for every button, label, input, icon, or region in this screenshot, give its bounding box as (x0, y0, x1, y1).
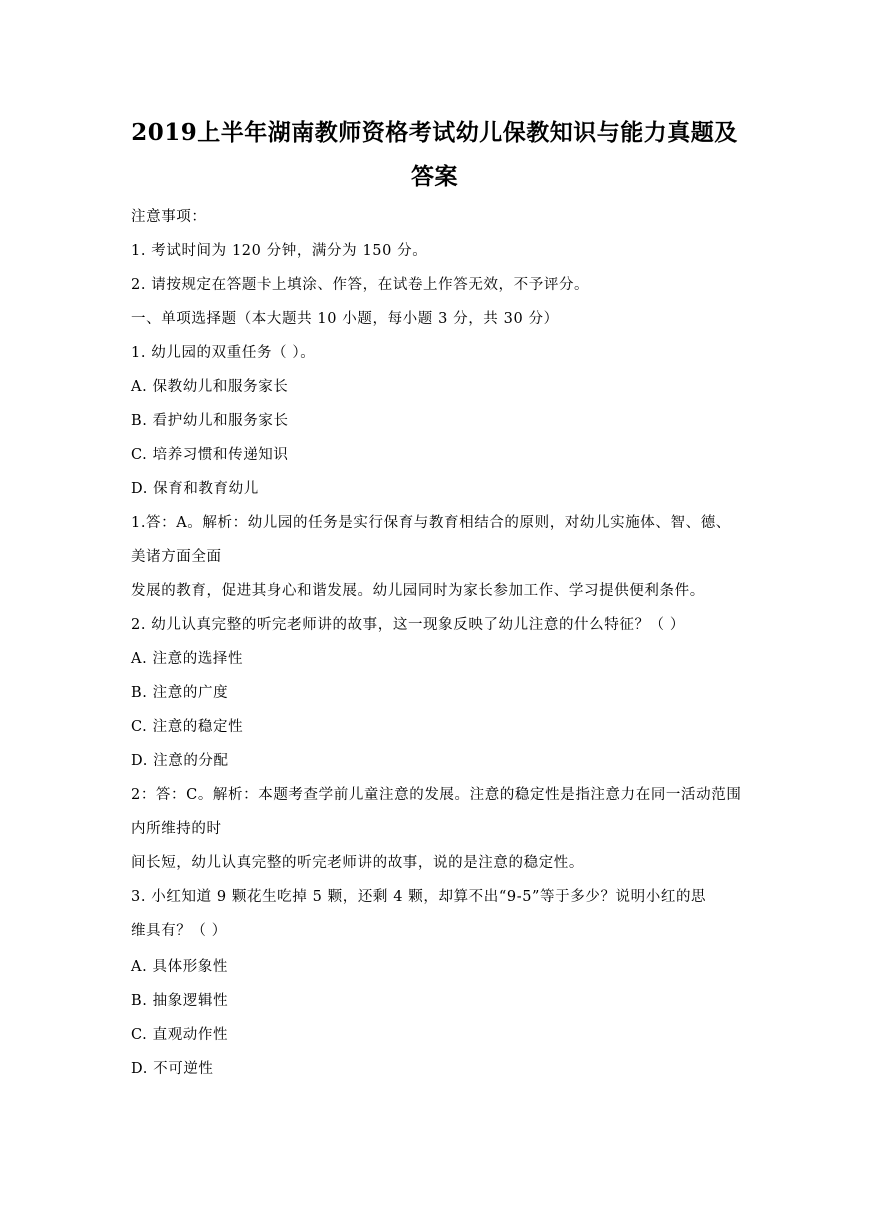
question-option: B. 看护幼儿和服务家长 (131, 413, 289, 429)
question-option: A. 保教幼儿和服务家长 (131, 379, 289, 395)
document-title-line-1: 2019上半年湖南教师资格考试幼儿保教知识与能力真题及 (131, 119, 738, 146)
answer-explanation: 美诸方面全面 (131, 549, 222, 565)
document-title-line-2: 答案 (411, 163, 458, 190)
question-stem: 3. 小红知道 9 颗花生吃掉 5 颗，还剩 4 颗，却算不出“9-5”等于多少？说明小红的思 (131, 889, 707, 905)
question-option: D. 不可逆性 (131, 1061, 214, 1077)
note-item: 2. 请按规定在答题卡上填涂、作答，在试卷上作答无效，不予评分。 (131, 277, 590, 293)
note-item: 1. 考试时间为 120 分钟，满分为 150 分。 (131, 243, 428, 259)
answer-explanation: 内所维持的时 (131, 821, 222, 837)
question-option: C. 培养习惯和传递知识 (131, 447, 289, 463)
answer-explanation: 2：答：C。解析：本题考查学前儿童注意的发展。注意的稳定性是指注意力在同一活动范围 (131, 787, 742, 803)
question-stem: 1. 幼儿园的双重任务（ ）。 (131, 345, 316, 361)
question-option: C. 注意的稳定性 (131, 719, 244, 735)
question-option: B. 抽象逻辑性 (131, 993, 229, 1009)
question-stem: 2. 幼儿认真完整的听完老师讲的故事，这一现象反映了幼儿注意的什么特征？（ ） (131, 617, 685, 633)
answer-explanation: 间长短，幼儿认真完整的听完老师讲的故事，说的是注意的稳定性。 (131, 855, 584, 871)
question-option: C. 直观动作性 (131, 1027, 229, 1043)
question-option: D. 注意的分配 (131, 753, 229, 769)
question-option: D. 保育和教育幼儿 (131, 481, 259, 497)
answer-explanation: 1.答：A。解析：幼儿园的任务是实行保育与教育相结合的原则，对幼儿实施体、智、德、 (131, 515, 731, 531)
question-option: A. 具体形象性 (131, 959, 228, 975)
question-option: B. 注意的广度 (131, 685, 229, 701)
question-option: A. 注意的选择性 (131, 651, 244, 667)
question-stem: 维具有？（ ） (131, 923, 227, 939)
answer-explanation: 发展的教育，促进其身心和谐发展。幼儿园同时为家长参加工作、学习提供便利条件。 (131, 583, 705, 599)
section-heading: 一、单项选择题（本大题共 10 小题，每小题 3 分，共 30 分） (131, 311, 559, 327)
notes-heading: 注意事项： (131, 209, 207, 225)
